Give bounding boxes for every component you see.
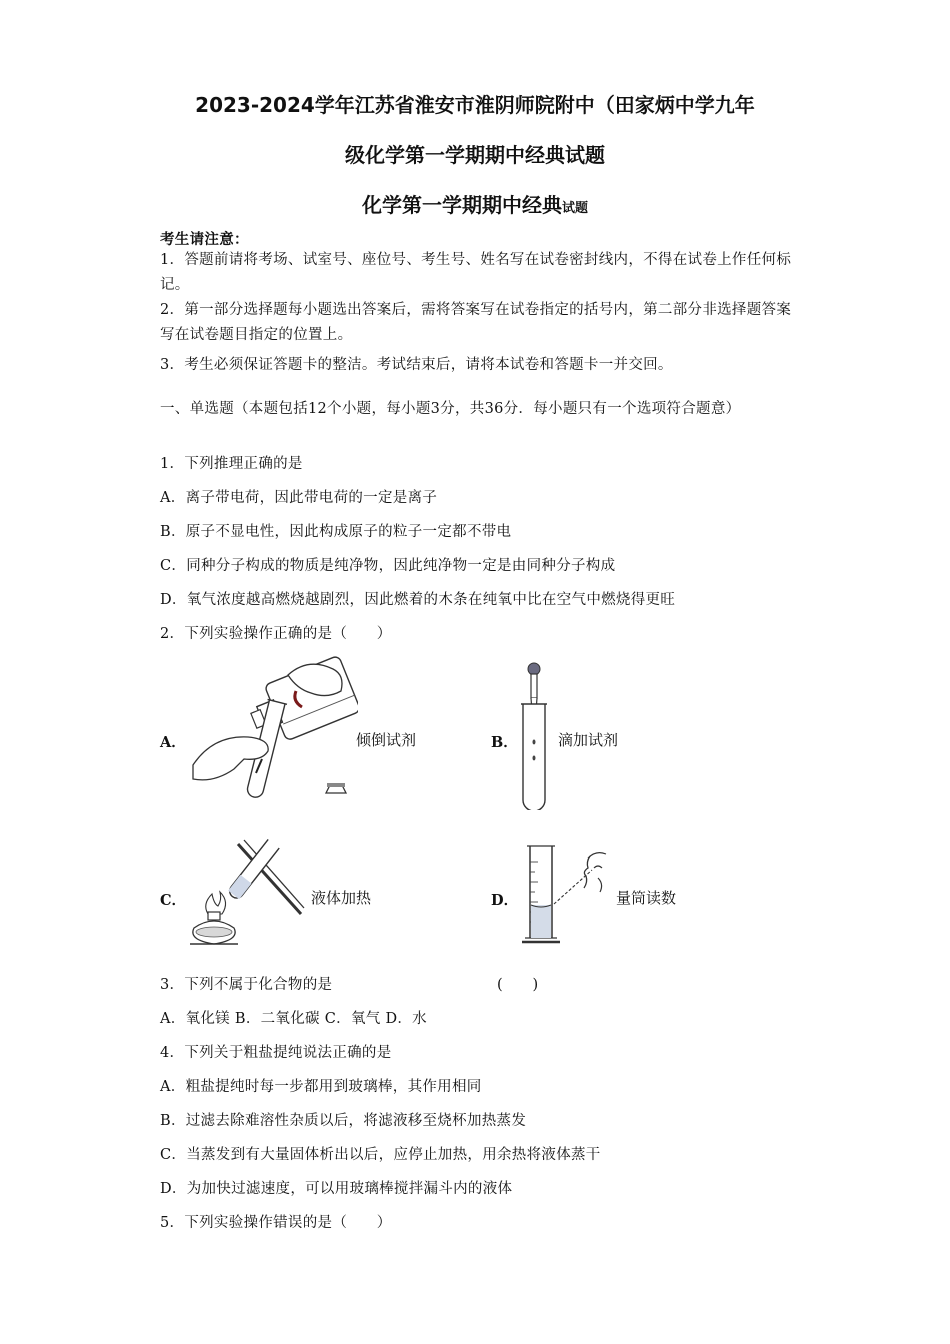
- q1-option-a: A．离子带电荷，因此带电荷的一定是离子: [160, 490, 438, 506]
- q2-option-a-letter: A．: [160, 734, 186, 751]
- q1-option-d: D．氧气浓度越高燃烧越剧烈，因此燃着的木条在纯氧中比在空气中燃烧得更旺: [160, 592, 676, 608]
- q2-stem: 2．下列实验操作正确的是（ ）: [160, 626, 392, 642]
- q3-stem: 3．下列不属于化合物的是: [160, 977, 333, 993]
- q1-stem: 1．下列推理正确的是: [160, 456, 303, 472]
- notice-item-2: 2．第一部分选择题每小题选出答案后，需将答案写在试卷指定的括号内，第二部分非选择题答案写在试卷题目指定的位置上。: [160, 302, 792, 343]
- pouring-reagent-illustration: [188, 655, 358, 805]
- q2-option-b-caption: 滴加试剂: [558, 731, 619, 749]
- liquid-heating-illustration: [186, 838, 308, 950]
- q2-option-d-caption: 量筒读数: [616, 889, 677, 907]
- q4-option-d: D．为加快过滤速度，可以用玻璃棒搅拌漏斗内的液体: [160, 1181, 513, 1197]
- q3-answer-bracket: ( ): [497, 977, 539, 993]
- q4-option-c: C．当蒸发到有大量固体析出以后，应停止加热，用余热将液体蒸干: [160, 1147, 601, 1163]
- q1-option-c: C．同种分子构成的物质是纯净物，因此纯净物一定是由同种分子构成: [160, 558, 616, 574]
- q2-option-c-letter: C．: [160, 892, 187, 909]
- notice-heading: 考生请注意：: [160, 231, 249, 248]
- cylinder-reading-illustration: [520, 842, 620, 950]
- page-title: 2023-2024学年江苏省淮安市淮阴师院附中（田家炳中学九年: [195, 93, 755, 117]
- section-heading: 一、单选题（本题包括12个小题，每小题3分，共36分．每小题只有一个选项符合题意）: [160, 401, 741, 417]
- q1-option-b: B．原子不显电性，因此构成原子的粒子一定都不带电: [160, 524, 512, 540]
- page-subtitle: [0, 189, 950, 218]
- q4-option-a: A．粗盐提纯时每一步都用到玻璃棒，其作用相同: [160, 1079, 482, 1095]
- subtitle-small: 试题: [561, 201, 588, 216]
- q2-option-b-letter: B．: [491, 734, 518, 751]
- q2-option-d-letter: D．: [491, 892, 519, 909]
- dropping-reagent-illustration: [515, 660, 555, 810]
- notice-item-3: 3．考生必须保证答题卡的整洁。考试结束后，请将本试卷和答题卡一并交回。: [160, 357, 673, 373]
- q2-option-c-caption: 液体加热: [311, 889, 372, 907]
- q4-stem: 4．下列关于粗盐提纯说法正确的是: [160, 1045, 392, 1061]
- q2-option-a-caption: 倾倒试剂: [356, 731, 417, 749]
- page-title-line2: 级化学第一学期期中经典试题: [345, 143, 605, 167]
- subtitle-main: 化学第一学期期中经典: [361, 193, 562, 217]
- q5-stem: 5．下列实验操作错误的是（ ）: [160, 1215, 392, 1231]
- q3-options: A．氧化镁 B．二氧化碳 C．氧气 D．水: [160, 1011, 427, 1027]
- q4-option-b: B．过滤去除难溶性杂质以后，将滤液移至烧杯加热蒸发: [160, 1113, 527, 1129]
- notice-item-1: 1．答题前请将考场、试室号、座位号、考生号、姓名写在试卷密封线内，不得在试卷上作任何标记。: [160, 252, 792, 293]
